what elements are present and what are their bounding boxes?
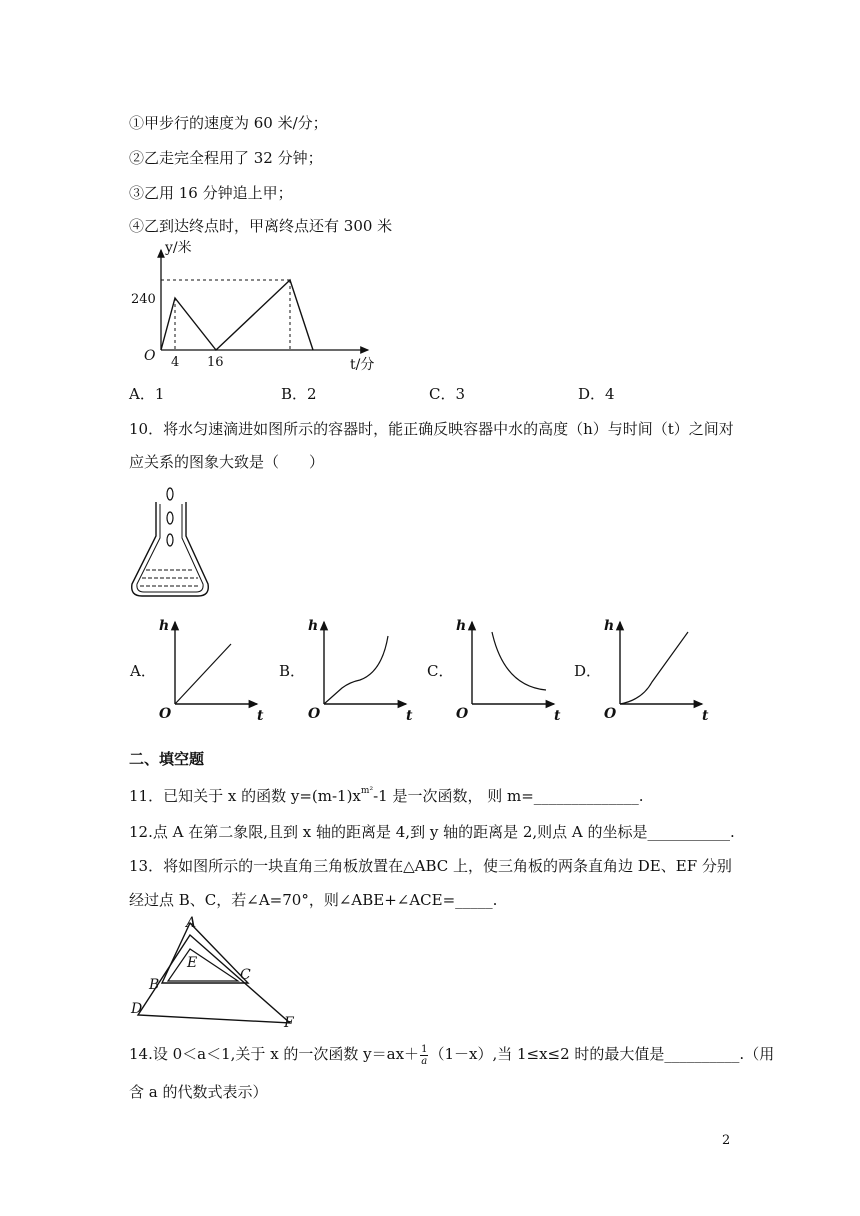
t-axis-label: t <box>554 708 561 722</box>
q12-text: 12.点 A 在第二象限,且到 x 轴的距离是 4,到 y 轴的距离是 2,则点 A 的坐标是___________. <box>129 823 735 841</box>
distance-line <box>161 280 313 350</box>
height-curve <box>324 636 388 704</box>
statement-4: ④乙到达终点时，甲离终点还有 300 米 <box>129 217 393 235</box>
height-curve <box>492 632 546 690</box>
q14-fraction-denominator: a <box>421 1055 428 1067</box>
point-c-label: C <box>240 967 251 983</box>
flask-figure <box>128 484 214 602</box>
y-tick-240: 240 <box>131 292 156 307</box>
water-drop-icon <box>167 534 173 546</box>
statement-1: ①甲步行的速度为 60 米/分； <box>129 114 328 132</box>
water-drop-icon <box>167 512 173 524</box>
q14-prefix: 14.设 0＜a＜1,关于 x 的一次函数 y＝ax＋ <box>129 1045 420 1063</box>
x-axis-label: t/分 <box>350 357 375 373</box>
q10-option-a-letter: A． <box>130 662 156 680</box>
q10-graph-b <box>302 614 420 722</box>
point-d-label: D <box>131 1001 143 1017</box>
q10-option-c-letter: C． <box>427 662 454 680</box>
q11-exponent: m² <box>360 786 374 796</box>
origin-label: O <box>159 706 172 722</box>
x-tick-16: 16 <box>207 355 224 370</box>
q9-option-b: B．2 <box>281 385 317 403</box>
t-axis-label: t <box>702 708 709 722</box>
point-e-label: E <box>187 955 198 971</box>
q10-graph-d <box>598 614 716 722</box>
height-curve <box>620 632 688 704</box>
q9-option-c: C．3 <box>429 385 466 403</box>
q14-fraction <box>420 1044 428 1067</box>
flask-outline <box>132 502 209 596</box>
q13-text-line1: 13．将如图所示的一块直角三角板放置在△ABC 上，使三角板的两条直角边 DE、EF 分别 <box>129 857 732 875</box>
point-f-label: F <box>284 1015 294 1031</box>
section-title: 二、填空题 <box>129 750 205 768</box>
t-axis-label: t <box>257 708 264 722</box>
h-axis-label: h <box>159 618 170 634</box>
h-axis-label: h <box>456 618 467 634</box>
page-number: 2 <box>722 1133 731 1148</box>
point-a-label: A <box>186 915 197 931</box>
y-axis-label: y/米 <box>165 240 192 256</box>
h-axis-label: h <box>308 618 319 634</box>
q10-graph-c <box>450 614 568 722</box>
q9-distance-time-graph <box>128 238 390 374</box>
triangle-figure <box>128 915 298 1031</box>
q10-option-b-letter: B． <box>279 662 306 680</box>
q11-suffix: -1 是一次函数， 则 m=______________. <box>373 787 644 805</box>
q14-suffix: （1－x）,当 1≤x≤2 时的最大值是__________.（用 <box>429 1045 775 1063</box>
height-curve <box>175 644 231 704</box>
q14-fraction-numerator: 1 <box>421 1043 428 1055</box>
statement-3: ③乙用 16 分钟追上甲； <box>129 184 293 202</box>
x-tick-4: 4 <box>171 355 180 370</box>
t-axis-label: t <box>406 708 413 722</box>
origin-label: O <box>308 706 321 722</box>
q10-text-line1: 10．将水匀速滴进如图所示的容器时，能正确反映容器中水的高度（h）与时间（t）之间对 <box>129 420 734 438</box>
origin-label: O <box>604 706 617 722</box>
q9-option-a: A．1 <box>129 385 165 403</box>
q14-text-line2: 含 a 的代数式表示） <box>129 1083 268 1101</box>
q10-option-d-letter: D． <box>574 662 602 680</box>
statement-2: ②乙走完全程用了 32 分钟； <box>129 149 323 167</box>
q14-text-line1 <box>129 1043 774 1067</box>
q10-graph-a <box>153 614 271 722</box>
q13-text-line2: 经过点 B、C，若∠A=70°，则∠ABE+∠ACE=_____. <box>129 891 498 909</box>
origin-label: O <box>456 706 469 722</box>
point-b-label: B <box>149 977 160 993</box>
origin-label: O <box>144 348 156 364</box>
q9-option-d: D．4 <box>578 385 615 403</box>
q10-text-line2: 应关系的图象大致是（ ） <box>129 453 325 471</box>
h-axis-label: h <box>604 618 615 634</box>
water-drop-icon <box>167 488 173 500</box>
q11-prefix: 11．已知关于 x 的函数 y=(m-1)x <box>129 787 361 805</box>
q11-text <box>129 785 644 806</box>
